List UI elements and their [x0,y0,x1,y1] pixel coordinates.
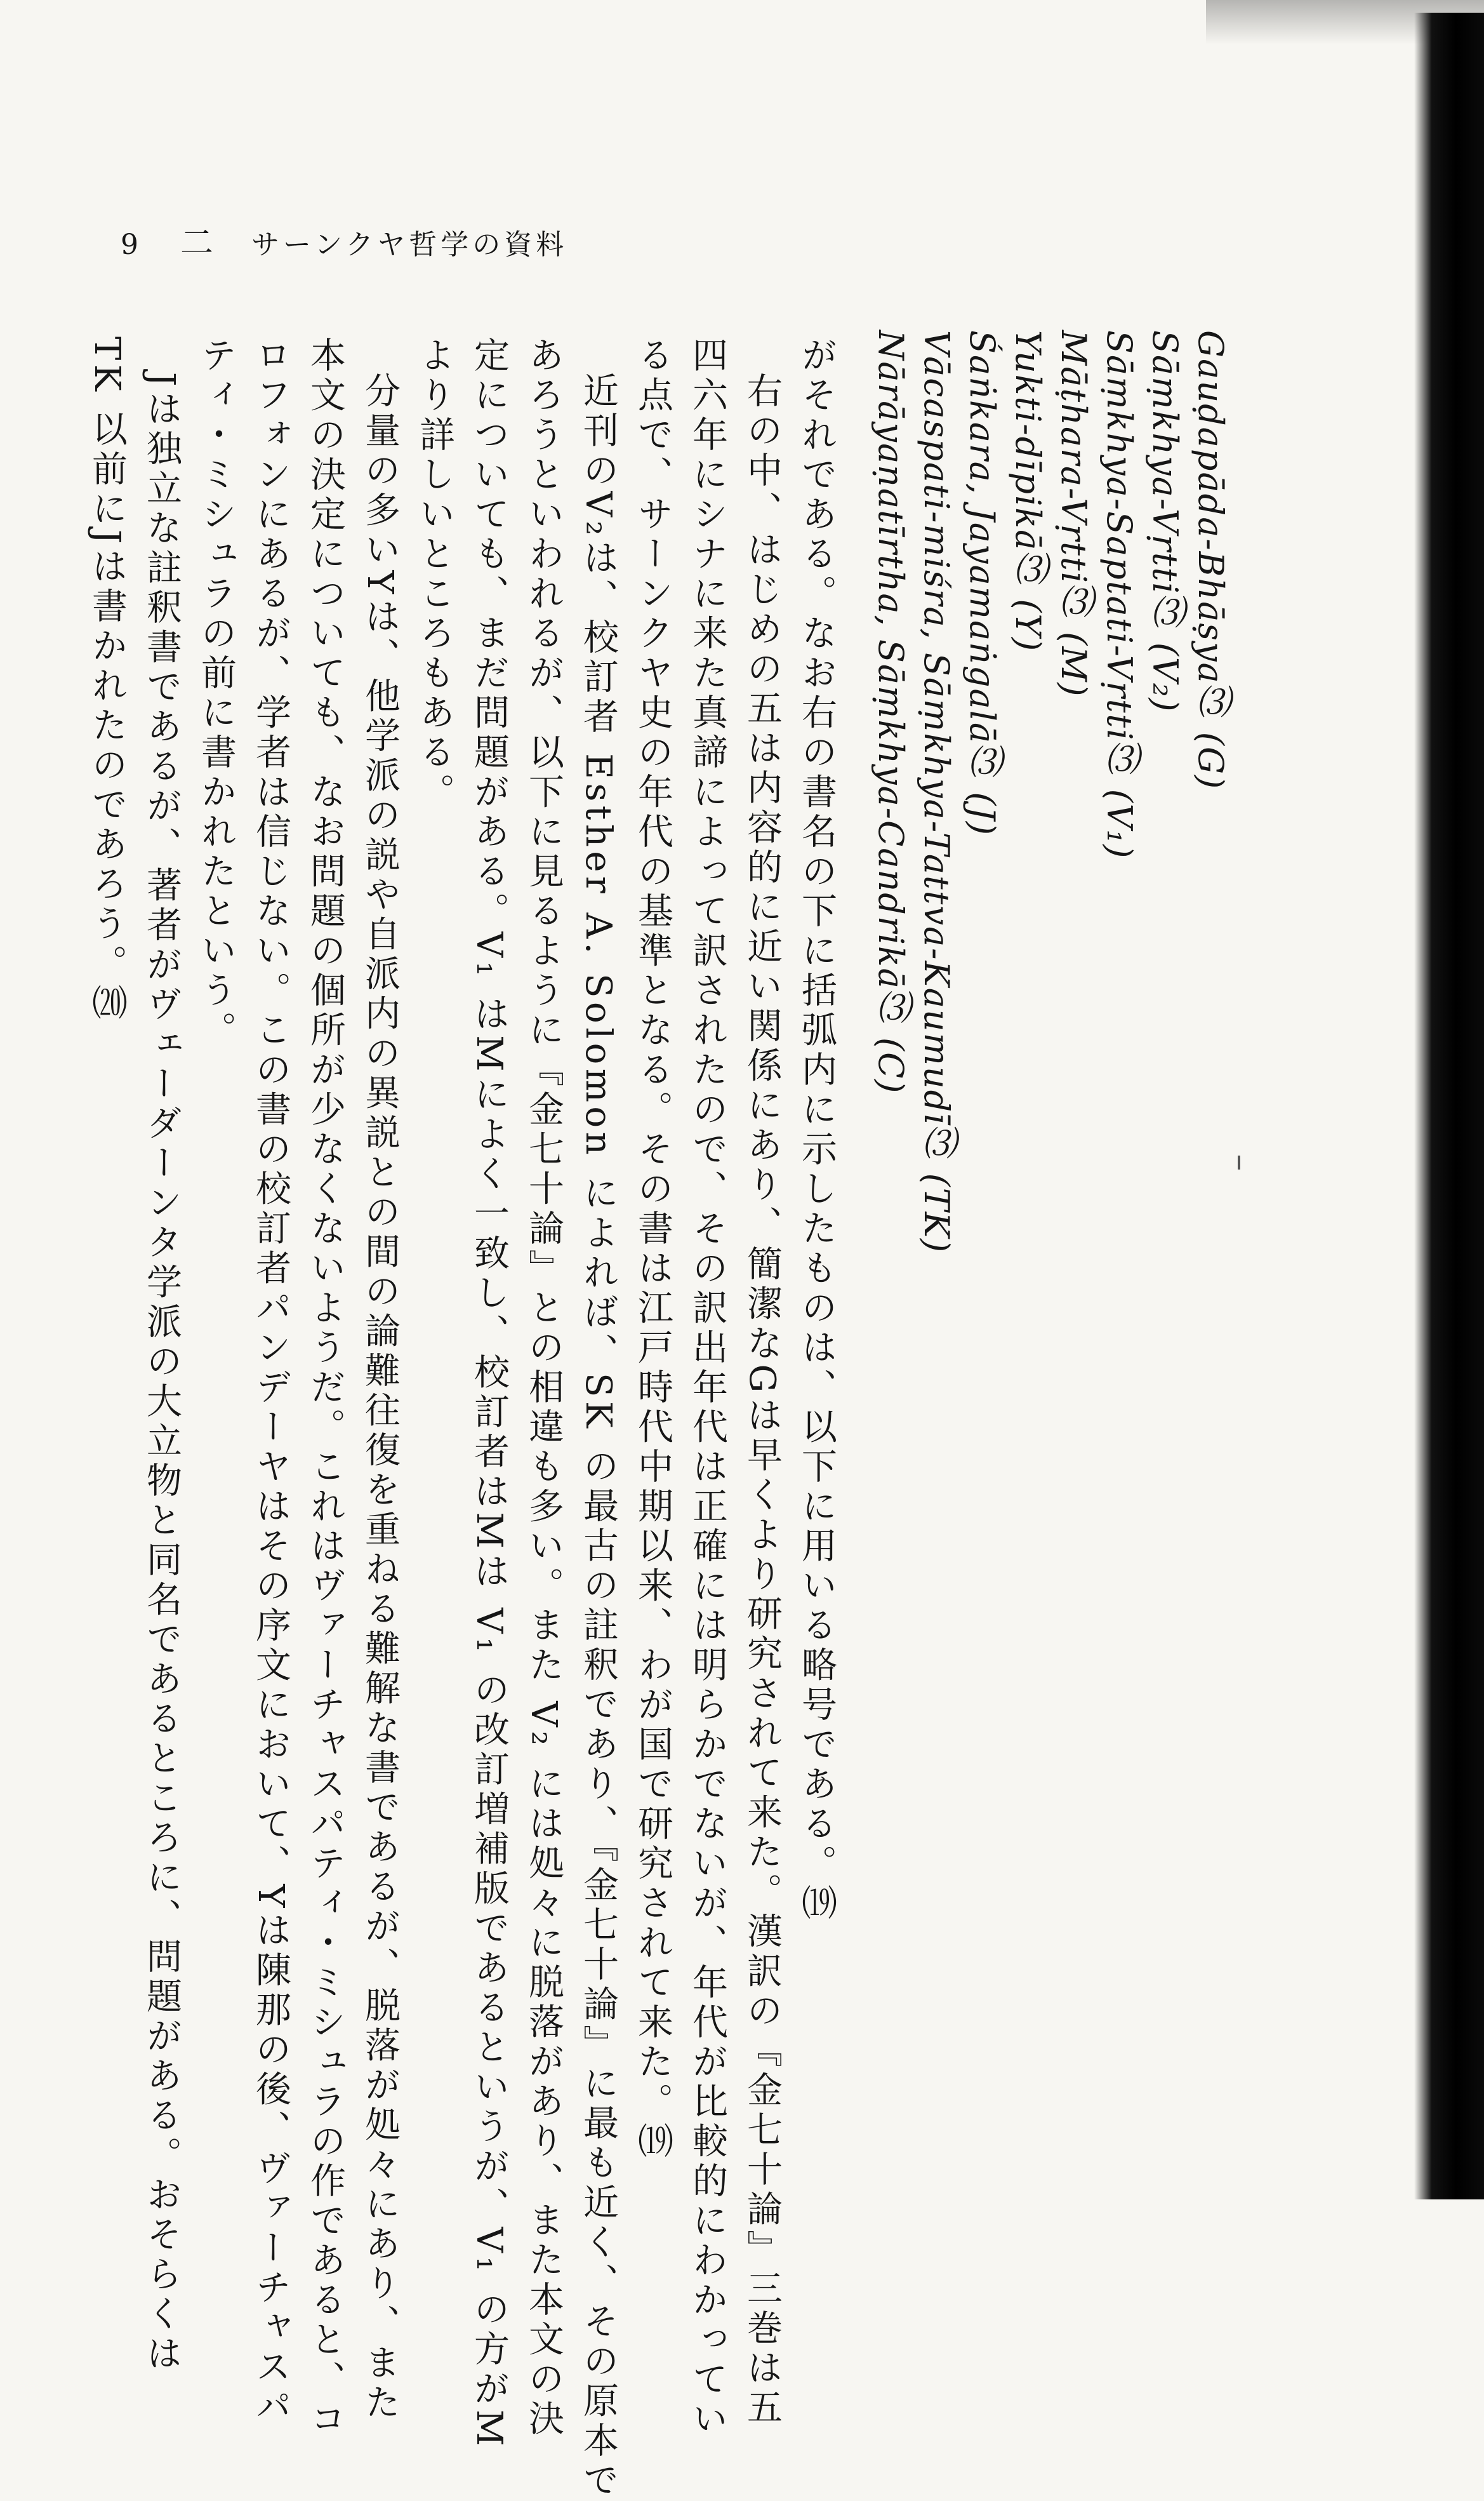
text-line: ティ・ミシュラの前に書かれたという。 [195,337,237,1051]
work-title: Yukti-dīpikā⑶ (Y) [1008,330,1048,653]
text-line: る点で、サーンクヤ史の年代の基準となる。その書は江戸時代中期以来、わが国で研究されて来た。⒆ [632,337,673,2162]
text-line: 右の中、はじめの五は内容的に近い関係にあり、簡潔なGは早くより研究されて来た。漢訳の『金七十論』三巻は五 [741,372,783,2429]
text-line: 四六年にシナに来た真諦によって訳されたので、その訳出年代は正確には明らかでないが、年代が比較的にわかってい [687,337,728,2440]
text-line: 本文の決定についても、なお問題の個所が少なくないようだ。これはヴァーチャスパティ・ミシュラの作であると、コ [305,337,346,2440]
text-line: Jは独立な註釈書であるが、著者がヴェーダーンタ学派の大立物と同名であるところに、問題がある。おそらくは [141,372,182,2375]
text-line: ロフォンにあるが、学者は信じない。この書の校訂者パンデーヤはその序文において、Yは陳那の後、ヴァーチャスパ [250,337,291,2428]
work-title: Sāṃkhya-Saptati-Vṛtti⑶ (V₁) [1099,330,1139,860]
text-line: より詳しいところもある。 [414,337,455,813]
chapter-title: サーンクヤ哲学の資料 [251,229,568,261]
work-title: Nārāyaṇatīrtha, Sāṃkhya-Candrikā⑶ (C) [871,330,911,1095]
chapter-number: 二 [180,224,218,262]
text-line: あろうといわれるが、以下に見るように『金七十論』との相違も多い。また V₂ には処々に脱落があり、また本文の決 [523,337,564,2439]
text-line: 定についても、まだ問題がある。V₁ はMによく一致し、校訂者はMは V₁ の改訂増補版であるというが、V₁ の方がM [468,337,510,2450]
work-title: Māṭhara-Vṛtti⑶ (M) [1054,330,1094,698]
text-line: がそれである。なお右の書名の下に括弧内に示したものは、以下に用いる略号である。⒆ [796,337,837,1924]
text-line: 近刊のV₂は、校訂者 Esther A. Solomon によれば、SK の最古の註釈であり、『金七十論』に最も近く、その原本で [578,372,619,2501]
work-title: Sāṃkhya-Vṛtti⑶ (V₂) [1145,330,1185,713]
text-line: TK 以前にJは書かれたのであろう。⒇ [86,337,128,1024]
page-number: 9 [121,229,142,261]
work-title: Śaṅkara, Jayamaṅgalā⑶ (J) [962,330,1002,837]
work-title: Gauḍapāda-Bhāṣya⑶ (G) [1191,330,1231,790]
text-line: 分量の多いYは、他学派の説や自派内の異説との間の論難往復を重ねる難解な書であるが、脱落が処々にあり、また [359,372,401,2424]
work-title: Vācaspati-miśra, Sāṃkhya-Tattva-Kaumudī⑶ (TK) [917,330,957,1254]
